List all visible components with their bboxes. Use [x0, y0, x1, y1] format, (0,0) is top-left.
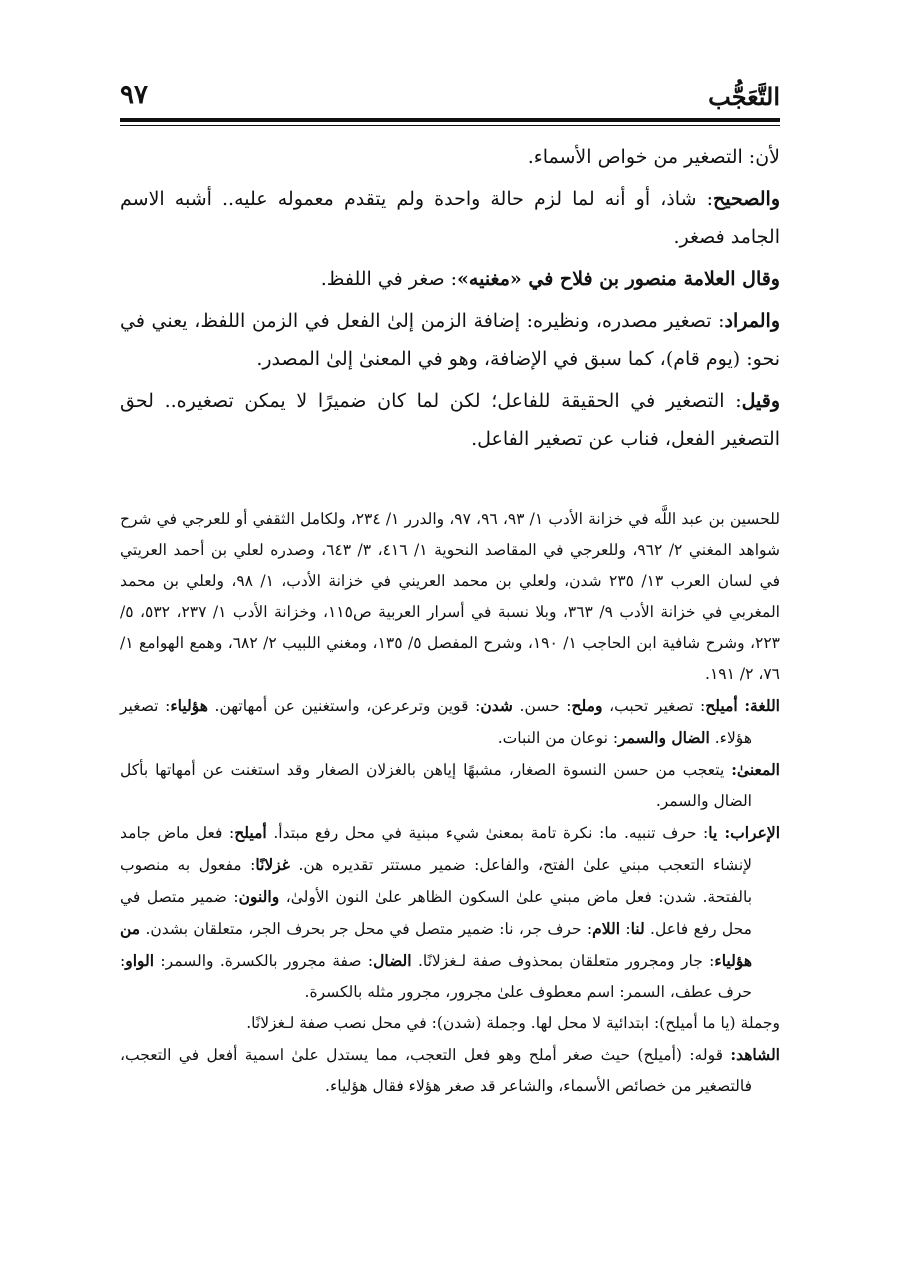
definition: : حرف جر، نا: ضمير متصل في محل جر بحرف الجر، متعلقان بشدن. — [140, 920, 593, 938]
definition: : مفعول به منصوب بالفتحة. شدن: فعل ماض مبني علىٰ السكون الظاهر علىٰ النون الأولىٰ، — [120, 856, 753, 906]
paragraph — [120, 180, 780, 256]
shahid-text: قوله: (أميلح) حيث صغر أملح وهو فعل التعجب، مما يستدل علىٰ اسمية أفعل في التعجب، فالتصغير من خصائص الأسماء، والشاعر قد صغر هؤلاء فقال هؤلياء. — [120, 1046, 752, 1095]
paragraph — [120, 302, 780, 378]
footnote-source: للحسين بن عبد اللَّه في خزانة الأدب ١/ ٩٣، ٩٦، ٩٧، والدرر ١/ ٢٣٤، ولكامل الثقفي أو للعرجي في شرح شواهد المغني ٢/ ٩٦٢، وللعرجي في المقاصد النحوية ١/ ٤١٦، ٣/ ٦٤٣، وصدره لعلي بن أحمد العريتي في لسان العرب ١٣/ ٢٣٥ شدن، ولعلي بن محمد العريني في خزانة الأدب، ١/ ٩٨، ولعلي بن محمد المغربي في خزانة الأدب ٩/ ٣٦٣، وبلا نسبة في أسرار العربية ص١١٥، وخزانة الأدب ١/ ٢٣٧، ٥٣٢، ٥/ ٢٢٣، وشرح شافية ابن الحاجب ١/ ١٩٠، وشرح المفصل ٥/ ١٣٥، ومغني اللبيب ٢/ ٦٨٢، وهمع الهوامع ١/ ٧٦، ٢/ ١٩١. — [120, 510, 781, 683]
paragraph-text: : التصغير في الحقيقة للفاعل؛ لكن لما كان ضميرًا لا يمكن تصغيره.. لحق التصغير الفعل، فناب عن تصغير الفاعل. — [120, 390, 780, 450]
footnotes — [120, 504, 780, 1102]
term: اللام — [592, 919, 620, 938]
page-number: ٩٧ — [120, 80, 148, 110]
paragraph-lead: والصحيح — [713, 188, 780, 210]
term: شدن — [480, 696, 513, 715]
paragraph-lead: وقال العلامة منصور بن فلاح في «مغنيه» — [457, 268, 780, 290]
paragraph — [120, 382, 780, 458]
term: الضال — [373, 951, 412, 970]
definition: : قوين وترعرعن، واستغنين عن أمهاتهن. — [207, 697, 481, 715]
term: من هؤلياء — [120, 919, 752, 970]
paragraph-text: لأن: التصغير من خواص الأسماء. — [527, 146, 780, 168]
paragraph-text: : تصغير مصدره، ونظيره: إضافة الزمن إلىٰ الفعل في الزمن اللفظ، يعني في نحو: (يوم قام)، كما سبق في الإضافة، وهو في المعنىٰ إلىٰ المصدر. — [120, 310, 780, 370]
definition: : — [620, 920, 631, 938]
definition: : حرف تنبيه. ما: نكرة تامة بمعنىٰ شيء مبنية في محل رفع مبتدأ. — [266, 824, 709, 842]
irab-label: الإعراب: — [724, 823, 781, 842]
footnote-lugha — [120, 690, 780, 754]
maana-text: يتعجب من حسن النسوة الصغار، مشبهًا إياهن بالغزلان الصغار وقد استغنت عن أمهاتها بأكل الضال والسمر. — [120, 761, 752, 810]
footnote-jumla: وجملة (يا ما أميلح): ابتدائية لا محل لها. وجملة (شدن): في محل نصب صفة لـغزلانًا. — [246, 1014, 780, 1032]
footnote-shahid — [120, 1039, 780, 1102]
term: الضال والسمر — [618, 728, 710, 747]
term: والنون — [238, 887, 280, 906]
paragraph — [120, 138, 780, 176]
definition: : نوعان من النبات. — [497, 729, 619, 747]
term: لنا — [630, 919, 645, 938]
term: أميلح — [234, 823, 267, 842]
header-rule-thin — [120, 125, 780, 126]
footnote-maana — [120, 754, 780, 817]
definition: : تصغير هؤلاء. — [120, 697, 752, 747]
term: وملح — [571, 696, 603, 715]
paragraph-text: : صغر في اللفظ. — [320, 268, 458, 290]
chapter-title: التَّعَجُّب — [708, 82, 780, 111]
footnote-irab — [120, 817, 780, 1008]
definition: : جار ومجرور متعلقان بمحذوف صفة لـغزلانًا. — [411, 952, 715, 970]
term: أميلح — [705, 696, 738, 715]
paragraph-text: : شاذ، أو أنه لما لزم حالة واحدة ولم يتقدم معموله عليه.. أشبه الاسم الجامد فصغر. — [120, 188, 780, 248]
term: الواو — [125, 951, 155, 970]
paragraph-lead: وقيل — [741, 390, 780, 412]
definition: : حسن. — [512, 697, 572, 715]
term: يا — [708, 823, 725, 842]
definition: : ضمير متصل في محل رفع فاعل. — [120, 888, 752, 938]
maana-label: المعنىٰ: — [731, 760, 780, 779]
definition: : صفة مجرور بالكسرة. والسمر: — [154, 952, 374, 970]
definition: : حرف عطف، السمر: اسم معطوف علىٰ مجرور، مجرور مثله بالكسرة. — [120, 952, 752, 1001]
paragraph — [120, 260, 780, 298]
shahid-label: الشاهد: — [730, 1045, 780, 1064]
header-rule — [120, 118, 780, 122]
term: غزلانًا — [255, 855, 290, 874]
lugha-label: اللغة: — [744, 696, 780, 715]
definition: : تصغير تحبب، — [602, 697, 706, 715]
term: هؤلياء — [170, 696, 208, 715]
main-text — [120, 138, 780, 458]
definition: : فعل ماض جامد لإنشاء التعجب مبني علىٰ الفتح، والفاعل: ضمير مستتر تقديره هن. — [120, 824, 752, 874]
paragraph-lead: والمراد — [724, 310, 780, 332]
page-header — [120, 80, 780, 120]
